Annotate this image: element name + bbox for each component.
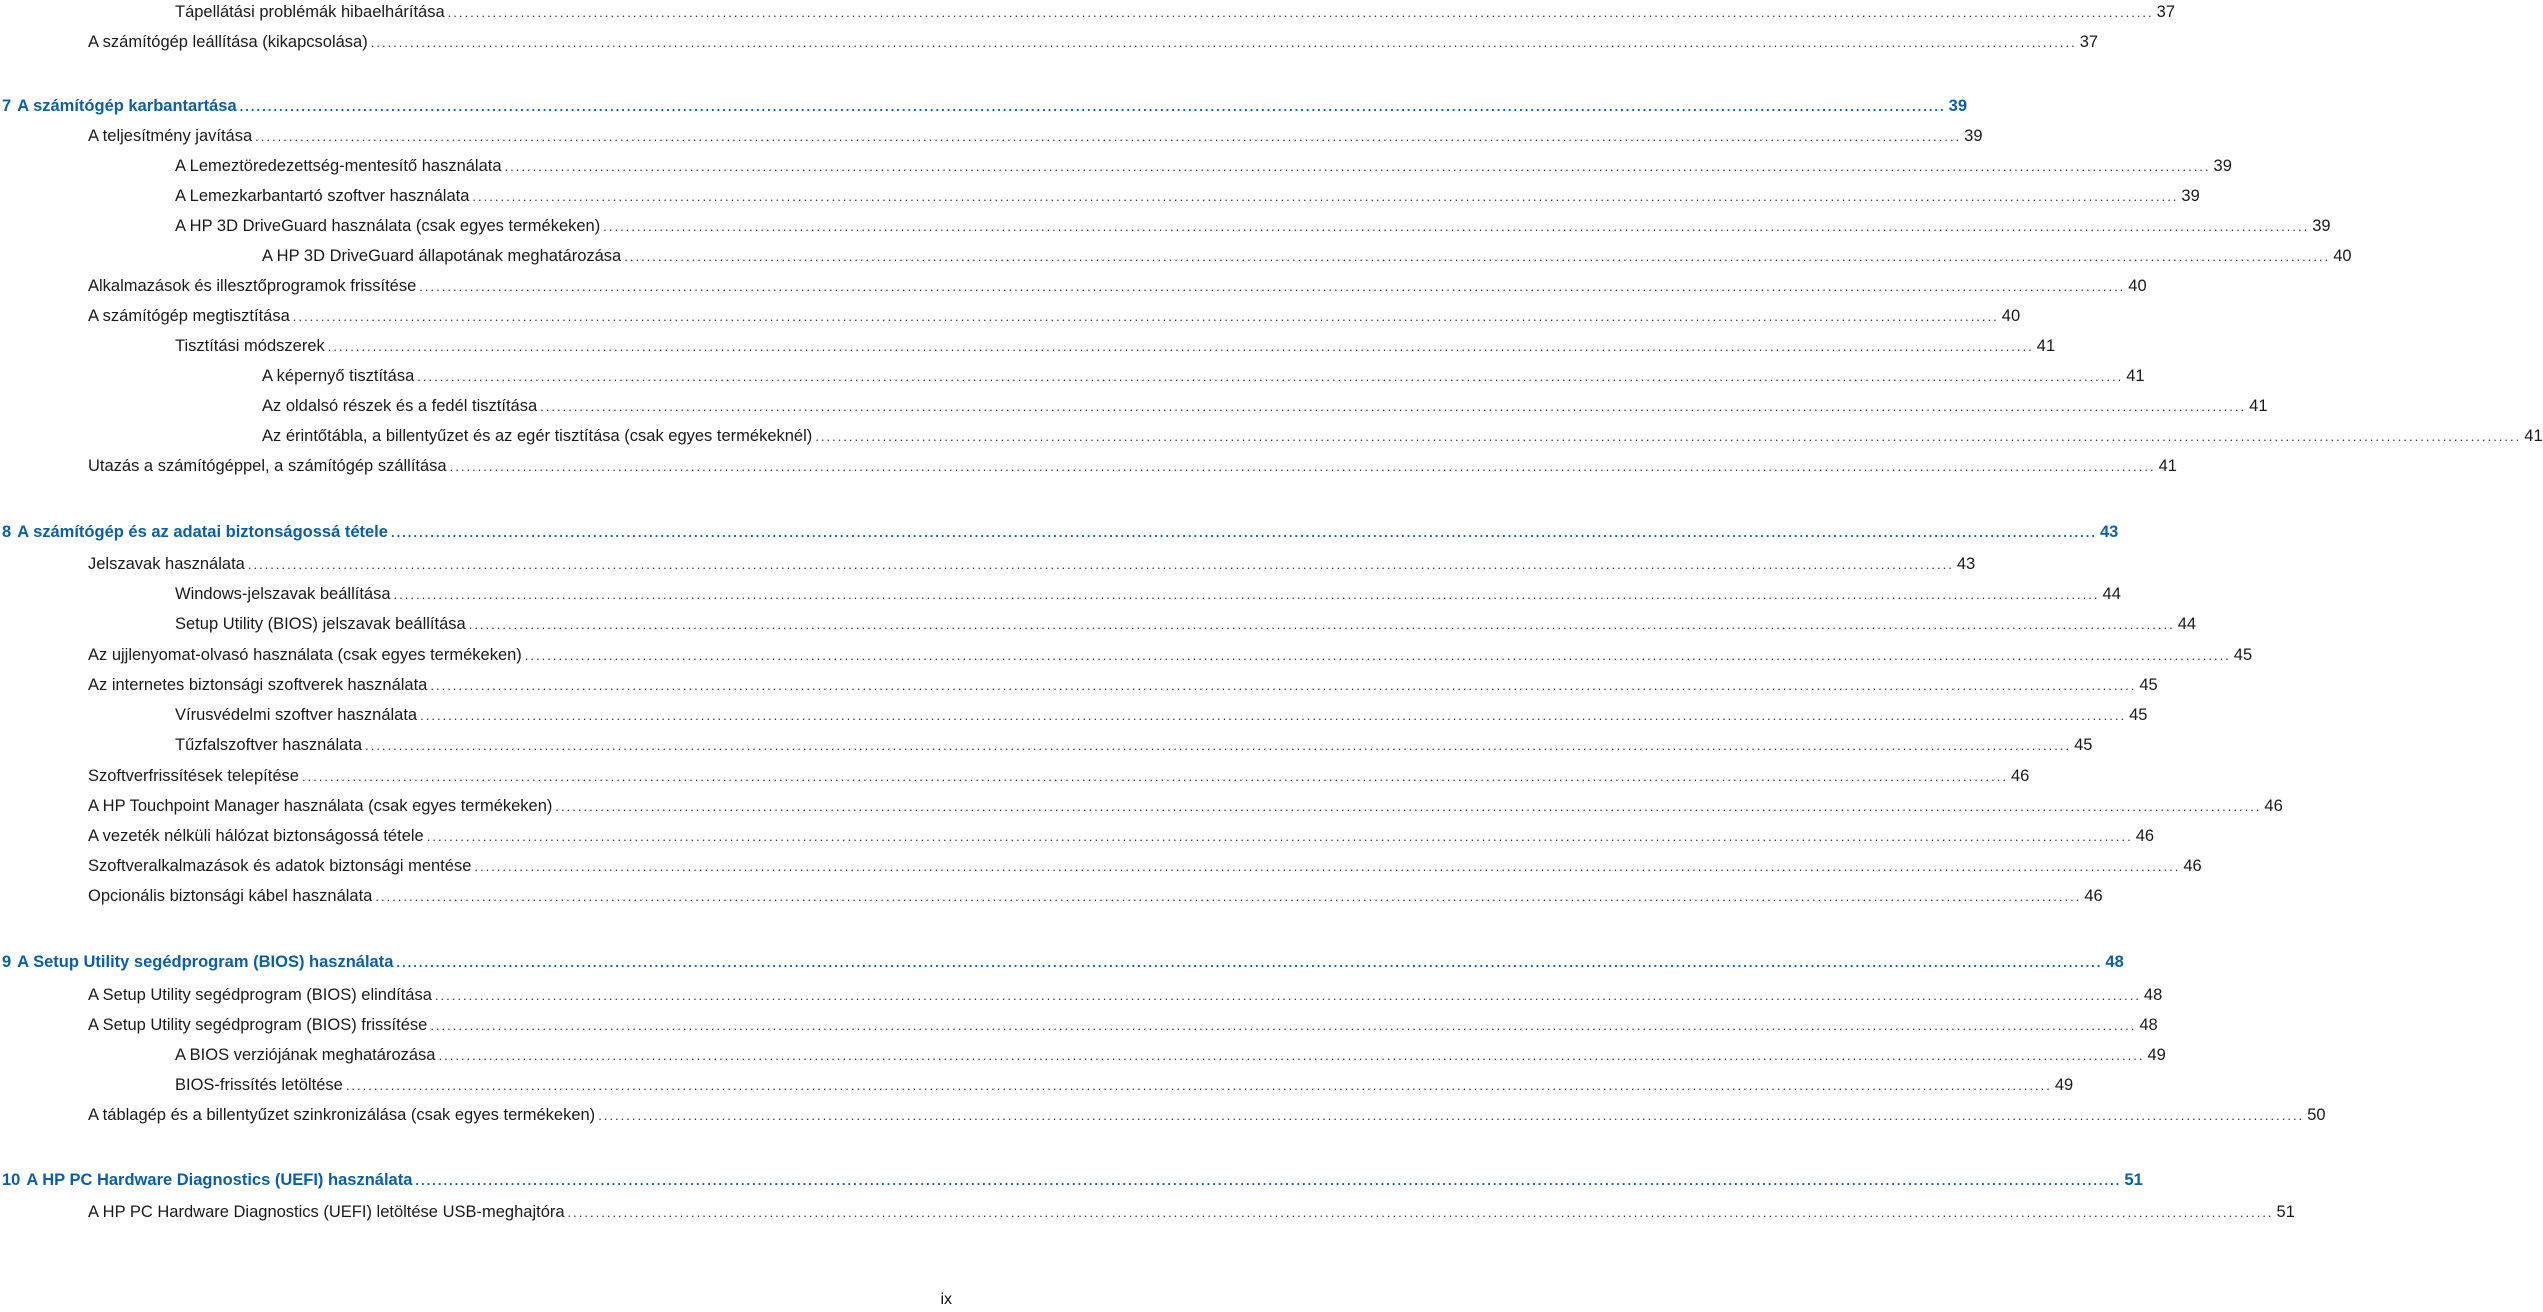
toc-entry-page: 41 — [2126, 367, 2145, 385]
toc-entry-page: 48 — [2143, 986, 2163, 1004]
toc-entry-page: 46 — [2084, 887, 2103, 905]
toc-entry[interactable] — [0, 983, 2163, 1007]
dot-leader — [448, 1, 2154, 25]
toc-entry[interactable] — [0, 643, 2253, 667]
dot-leader — [815, 425, 2521, 449]
toc-entry-title: Az ujjlenyomat-olvasó használata (csak egyes termékeken) — [88, 646, 522, 664]
toc-entry-title: A táblagép és a billentyűzet szinkronizálása (csak egyes termékeken) — [88, 1106, 596, 1124]
toc-entry-title: A Setup Utility segédprogram (BIOS) használata — [17, 953, 394, 971]
toc-entry-title: Vírusvédelmi szoftver használata — [175, 706, 418, 724]
toc-entry[interactable] — [0, 214, 2331, 238]
chapter-number: 9 — [2, 953, 12, 971]
toc-entry[interactable] — [0, 154, 2232, 178]
toc-entry-title: Windows-jelszavak beállítása — [175, 585, 391, 603]
toc-entry-page: 43 — [2099, 523, 2119, 541]
toc-entry[interactable] — [0, 552, 1976, 576]
dot-leader — [255, 125, 1961, 149]
toc-entry[interactable] — [0, 124, 1983, 148]
toc-entry-page: 46 — [2183, 857, 2202, 875]
toc-chapter-entry[interactable] — [0, 520, 2119, 544]
toc-entry-page: 41 — [2524, 427, 2543, 445]
toc-entry-title: A számítógép megtisztítása — [88, 307, 290, 325]
dot-leader — [248, 553, 1954, 577]
dot-leader — [240, 95, 1946, 119]
dot-leader — [540, 395, 2246, 419]
toc-entry-title: A BIOS verziójának meghatározása — [175, 1046, 436, 1064]
dot-leader — [417, 365, 2123, 389]
toc-entry[interactable] — [0, 582, 2121, 606]
toc-entry-page: 46 — [2264, 797, 2283, 815]
toc-entry-page: 45 — [2233, 646, 2253, 664]
toc-entry[interactable] — [0, 0, 2176, 24]
toc-entry-page: 37 — [2079, 33, 2099, 51]
dot-leader — [396, 951, 2102, 975]
toc-entry[interactable] — [0, 184, 2200, 208]
toc-entry[interactable] — [0, 1073, 2074, 1097]
dot-leader — [469, 613, 2175, 637]
toc-entry-page: 51 — [2276, 1203, 2295, 1221]
toc-entry[interactable] — [0, 673, 2158, 697]
toc-entry-title: A számítógép leállítása (kikapcsolása) — [88, 33, 368, 51]
toc-entry[interactable] — [0, 854, 2202, 878]
toc-entry-title: Az oldalsó részek és a fedél tisztítása — [262, 397, 538, 415]
dot-leader — [302, 765, 2008, 789]
toc-entry-page: 41 — [2036, 337, 2056, 355]
toc-entry-page: 44 — [2177, 615, 2197, 633]
toc-entry-page: 45 — [2074, 736, 2093, 754]
toc-entry-title: Tisztítási módszerek — [175, 337, 325, 355]
dot-leader — [555, 795, 2261, 819]
toc-entry-title: A Lemezkarbantartó szoftver használata — [175, 187, 470, 205]
toc-entry-title: A HP 3D DriveGuard állapotának meghatározása — [262, 247, 622, 265]
dot-leader — [346, 1074, 2052, 1098]
toc-entry-title: A Lemeztöredezettség-mentesítő használata — [175, 157, 502, 175]
toc-entry[interactable] — [0, 334, 2056, 358]
dot-leader — [450, 455, 2156, 479]
toc-entry-page: 40 — [2001, 307, 2021, 325]
toc-entry[interactable] — [0, 244, 2352, 268]
toc-entry-title: A teljesítmény javítása — [88, 127, 253, 145]
toc-entry-page: 39 — [2181, 187, 2200, 205]
dot-leader — [371, 31, 2077, 55]
toc-entry-title: Tűzfalszoftver használata — [175, 736, 363, 754]
dot-leader — [394, 583, 2100, 607]
dot-leader — [427, 825, 2133, 849]
dot-leader — [430, 674, 2136, 698]
toc-entry-title: A számítógép karbantartása — [17, 97, 237, 115]
dot-leader — [375, 885, 2081, 909]
toc-entry-title: A HP PC Hardware Diagnostics (UEFI) használata — [26, 1171, 413, 1189]
toc-entry-title: Szoftverfrissítések telepítése — [88, 767, 299, 785]
dot-leader — [474, 855, 2180, 879]
toc-entry-page: 46 — [2135, 827, 2155, 845]
toc-chapter-entry[interactable] — [0, 94, 1968, 118]
toc-entry-page: 50 — [2307, 1106, 2326, 1124]
toc-entry-page: 39 — [1948, 97, 1968, 115]
toc-entry-page: 49 — [2054, 1076, 2074, 1094]
dot-leader — [391, 521, 2097, 545]
toc-entry-title: Alkalmazások és illesztőprogramok frissítése — [88, 277, 417, 295]
dot-leader — [419, 275, 2125, 299]
toc-entry-title: Tápellátási problémák hibaelhárítása — [175, 3, 445, 21]
chapter-number: 10 — [2, 1171, 21, 1189]
toc-entry-title: A HP 3D DriveGuard használata (csak egyes termékeken) — [175, 217, 601, 235]
chapter-number: 7 — [2, 97, 12, 115]
toc-entry-title: A Setup Utility segédprogram (BIOS) frissítése — [88, 1016, 428, 1034]
toc-entry[interactable] — [0, 764, 2030, 788]
toc-entry[interactable] — [0, 304, 2021, 328]
toc-entry-page: 39 — [2312, 217, 2331, 235]
toc-entry-page: 41 — [2158, 457, 2177, 475]
toc-entry[interactable] — [0, 364, 2145, 388]
dot-leader — [472, 185, 2178, 209]
toc-entry-title: BIOS-frissítés letöltése — [175, 1076, 343, 1094]
toc-entry-page: 45 — [2129, 706, 2148, 724]
toc-entry-title: Setup Utility (BIOS) jelszavak beállítása — [175, 615, 466, 633]
toc-entry-page: 46 — [2010, 767, 2030, 785]
toc-entry-title: A vezeték nélküli hálózat biztonságossá tétele — [88, 827, 424, 845]
toc-entry-title: Opcionális biztonsági kábel használata — [88, 887, 373, 905]
toc-entry[interactable] — [0, 1103, 2326, 1127]
dot-leader — [568, 1201, 2274, 1225]
dot-leader — [603, 215, 2309, 239]
dot-leader — [435, 984, 2141, 1008]
toc-entry-page: 48 — [2105, 953, 2124, 971]
toc-entry-title: A számítógép és az adatai biztonságossá tétele — [17, 523, 388, 541]
toc-entry-title: Az érintőtábla, a billentyűzet és az egér tisztítása (csak egyes termékeknél) — [262, 427, 813, 445]
dot-leader — [293, 305, 1999, 329]
toc-entry[interactable] — [0, 824, 2155, 848]
toc-chapter-entry[interactable] — [0, 950, 2124, 974]
toc-entry-page: 37 — [2156, 3, 2176, 21]
dot-leader — [415, 1169, 2121, 1193]
toc-entry-page: 41 — [2249, 397, 2268, 415]
toc-entry[interactable] — [0, 274, 2147, 298]
toc-entry[interactable] — [0, 612, 2197, 636]
dot-leader — [328, 335, 2034, 359]
toc-entry-page: 39 — [1964, 127, 1983, 145]
dot-leader — [430, 1014, 2136, 1038]
toc-entry-title: Jelszavak használata — [88, 555, 245, 573]
toc-entry-page: 40 — [2333, 247, 2352, 265]
dot-leader — [624, 245, 2330, 269]
dot-leader — [525, 644, 2231, 668]
toc-entry-page: 44 — [2102, 585, 2121, 603]
toc-entry-page: 49 — [2147, 1046, 2166, 1064]
toc-entry-page: 40 — [2128, 277, 2147, 295]
toc-entry-page: 45 — [2139, 676, 2158, 694]
toc-entry-title: Az internetes biztonsági szoftverek használata — [88, 676, 428, 694]
toc-entry[interactable] — [0, 1200, 2295, 1224]
chapter-number: 8 — [2, 523, 12, 541]
toc-entry[interactable] — [0, 703, 2148, 727]
dot-leader — [598, 1104, 2304, 1128]
toc-entry[interactable] — [0, 884, 2103, 908]
toc-entry[interactable] — [0, 424, 2543, 448]
toc-entry[interactable] — [0, 454, 2177, 478]
dot-leader — [505, 155, 2211, 179]
toc-entry[interactable] — [0, 1043, 2166, 1067]
toc-entry-title: A HP PC Hardware Diagnostics (UEFI) letöltése USB-meghajtóra — [88, 1203, 565, 1221]
page-number: ix — [940, 1291, 952, 1308]
toc-entry-title: A Setup Utility segédprogram (BIOS) elindítása — [88, 986, 432, 1004]
toc-entry-page: 39 — [2213, 157, 2232, 175]
toc-entry-page: 51 — [2124, 1171, 2143, 1189]
toc-entry-page: 48 — [2139, 1016, 2158, 1034]
toc-entry-title: Szoftveralkalmazások és adatok biztonsági mentése — [88, 857, 472, 875]
dot-leader — [438, 1044, 2144, 1068]
toc-entry-page: 43 — [1956, 555, 1976, 573]
toc-entry[interactable] — [0, 794, 2283, 818]
toc-entry-title: A HP Touchpoint Manager használata (csak egyes termékeken) — [88, 797, 553, 815]
toc-entry-title: A képernyő tisztítása — [262, 367, 415, 385]
toc-entry[interactable] — [0, 733, 2093, 757]
toc-entry[interactable] — [0, 30, 2099, 54]
toc-chapter-entry[interactable] — [0, 1168, 2143, 1192]
dot-leader — [420, 704, 2126, 728]
toc-entry[interactable] — [0, 394, 2268, 418]
toc-entry-title: Utazás a számítógéppel, a számítógép szállítása — [88, 457, 447, 475]
toc-entry[interactable] — [0, 1013, 2158, 1037]
dot-leader — [365, 734, 2071, 758]
